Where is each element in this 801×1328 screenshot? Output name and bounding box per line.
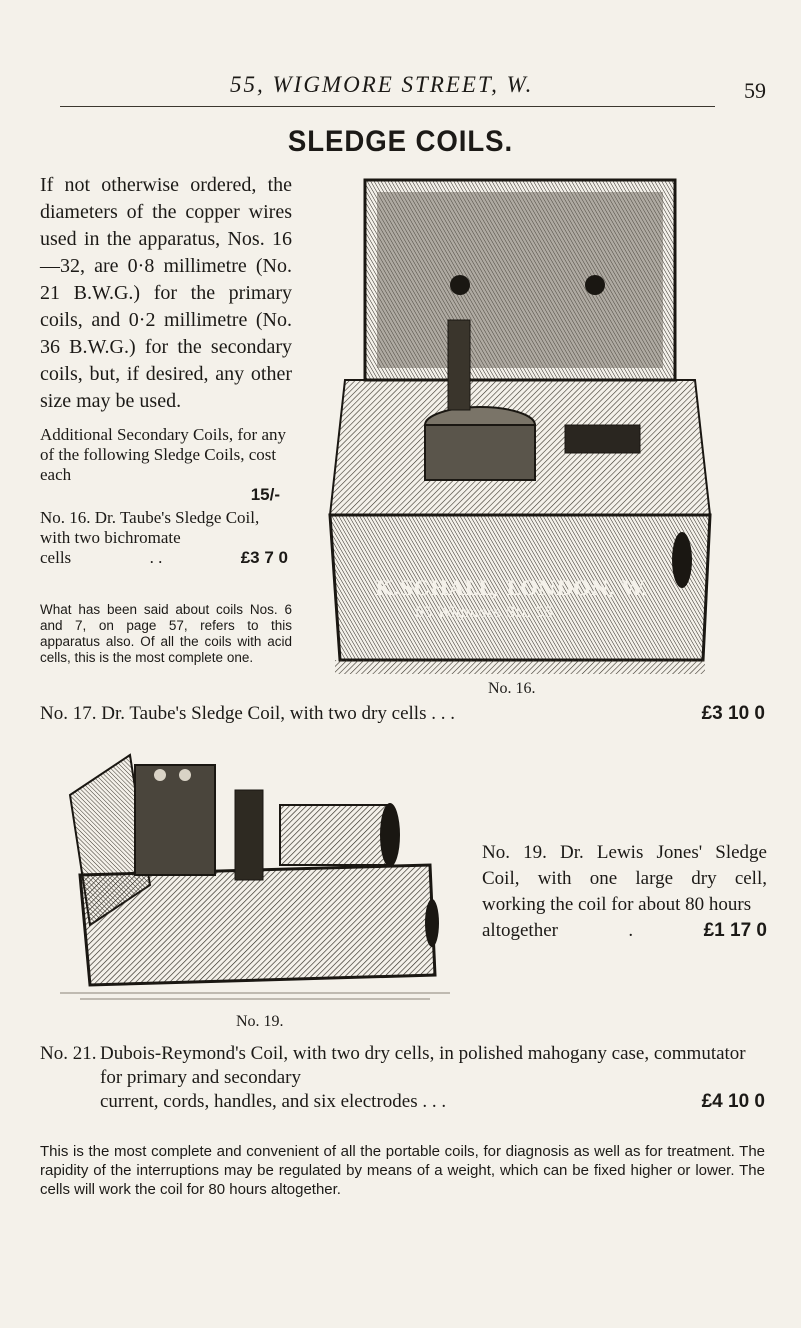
entry-no19: [482, 840, 767, 944]
intro-paragraph: If not otherwise ordered, the diameters of the copper wires used in the apparatus, Nos. 16—32, are 0·8 millimetre (No. 21 B.W.G.) for the primary coils, and 0·2 millimetre (No. 36 B.W.G.) for the secondary coils, but, if desired, any other size may be used.: [40, 174, 292, 412]
entry-no19-dots: .: [628, 920, 634, 941]
figure-no16-illustration: [305, 170, 715, 680]
figure-no19-illustration: [60, 735, 475, 1010]
page-title: SLEDGE COILS.: [287, 125, 514, 158]
entry-no21-description: This is the most complete and convenient of all the portable coils, for diagnosis as well as for treatment. The rapidity of the interruptions may be regulated by means of a weight, which can be fixed higher or lower. The cells will work the coil for 80 hours altogether.: [40, 1143, 765, 1198]
entry-no16-remark: What has been said about coils Nos. 6 and 7, on page 57, refers to this apparatus also. Of all the coils with acid cells, this is the most complete one.: [40, 602, 292, 665]
figure-no16-caption: No. 16.: [488, 680, 536, 697]
figure-no19-caption: No. 19.: [236, 1013, 284, 1030]
entry-no19-price: £1 17 0: [703, 920, 767, 941]
entry-no17-price: £3 10 0: [701, 703, 765, 724]
entry-no16-price: £3 7 0: [240, 548, 288, 567]
additional-coils-text: Additional Secondary Coils, for any of the following Sledge Coils, cost each: [40, 425, 286, 484]
entry-no21-text: Dubois-Reymond's Coil, with two dry cells, in polished mahogany case, commutator for primary and secondary: [100, 1043, 746, 1088]
entry-no16-text: No. 16. Dr. Taube's Sledge Coil, with two bichromate: [40, 508, 260, 547]
case-label-line2: 55 Wigmore Str. 55: [415, 605, 554, 621]
running-header-street: 55, WIGMORE STREET, W.: [230, 72, 534, 97]
entry-no17: [40, 703, 765, 725]
entry-no21: [40, 1042, 765, 1114]
header-rule: [60, 106, 715, 107]
additional-coils-note: [40, 425, 292, 505]
entry-no21-text2: current, cords, handles, and six electrodes . . .: [100, 1091, 447, 1112]
page-number: 59: [744, 78, 766, 103]
entry-no16-text2: cells: [40, 548, 72, 567]
entry-no21-label: No. 21.: [40, 1043, 97, 1064]
entry-no21-price: £4 10 0: [701, 1091, 765, 1112]
entry-no16: [40, 508, 292, 568]
additional-coils-price: 15/-: [250, 485, 280, 504]
entry-no19-text2: altogether: [482, 920, 558, 941]
entry-no19-text: No. 19. Dr. Lewis Jones' Sledge Coil, with one large dry cell, working the coil for about 80 hours: [482, 842, 767, 915]
case-label-line1: K.SCHALL, LONDON, W.: [375, 576, 648, 600]
entry-no17-text: No. 17. Dr. Taube's Sledge Coil, with two dry cells . . .: [40, 703, 455, 724]
entry-no16-dots: . .: [149, 548, 163, 567]
